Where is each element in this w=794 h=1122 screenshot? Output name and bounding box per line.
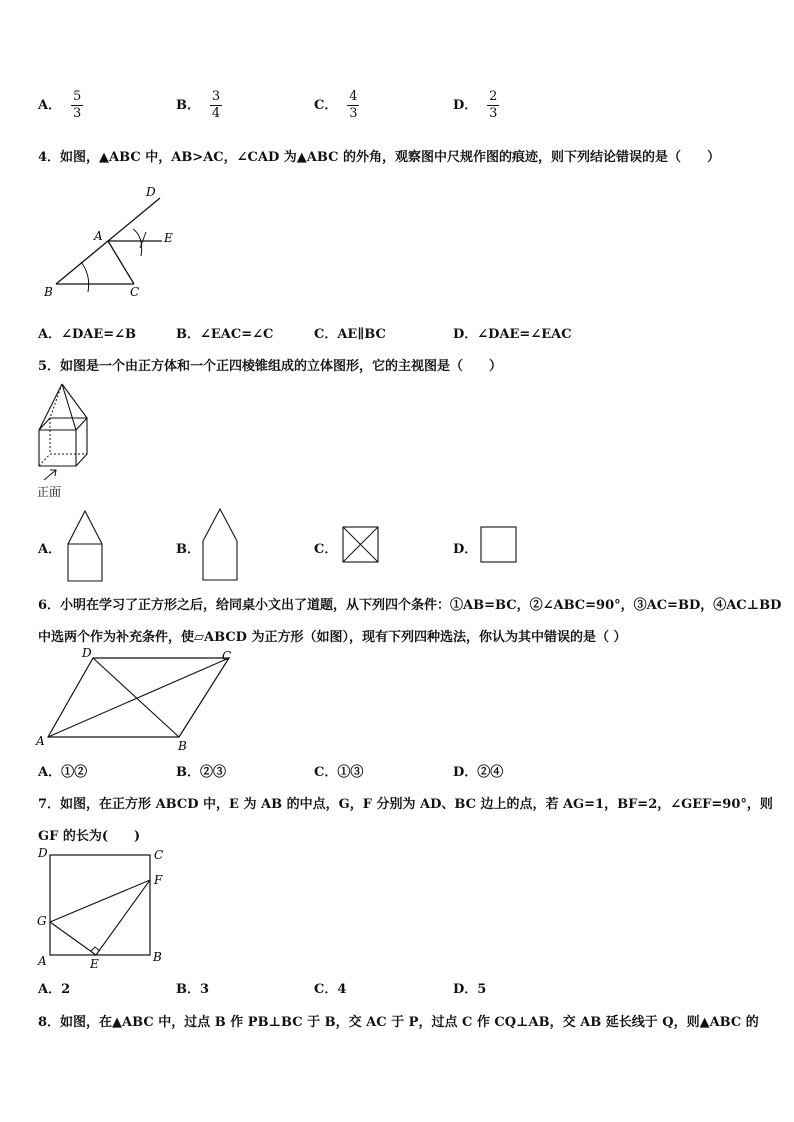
denominator: 4 [211,106,221,121]
label-e: E [164,231,173,245]
q3-option-d [453,89,499,122]
denominator: 3 [349,106,358,121]
q5-solid-figure [34,380,94,498]
q5-option-b-letter: B． [176,542,200,557]
label-c: C [130,285,140,299]
label-d: D [38,846,48,860]
label-b: B [44,285,53,299]
fraction [347,89,359,122]
q5-option-c-letter: C． [314,542,338,557]
q7-option-c: C．4 [314,982,347,997]
q7-option-b: B．3 [176,982,210,997]
q5-option-b-figure [200,506,242,584]
numerator: 3 [211,89,221,104]
numerator: 4 [349,89,358,104]
label-c: C [154,848,164,862]
fraction [210,89,222,122]
label-a: A [38,954,47,968]
numerator: 2 [489,89,498,104]
label-e: E [90,957,99,971]
denominator: 3 [72,106,82,121]
option-letter: B． [176,98,200,113]
q7-stem-line2: GF 的长为( ) [38,829,141,844]
q5-option-a-letter: A． [38,542,62,557]
q6-parallelogram-figure [34,646,244,756]
q6-option-d: D．②④ [453,765,504,780]
q3-option-a [38,89,83,122]
q6-option-b: B．②③ [176,765,226,780]
label-c: C [222,649,232,663]
q5-stem: 5．如图是一个由正方体和一个正四棱锥组成的立体图形，它的主视图是（ ） [38,359,503,374]
q6-option-a: A．①② [38,765,88,780]
q7-stem-line1: 7．如图，在正方形 ABCD 中，E 为 AB 的中点，G，F 分别为 AD、BC 边上的点，若 AG=1，BF=2，∠GEF=90°，则 [38,797,773,812]
label-a: A [36,734,45,748]
front-view-label: 正面 [37,485,62,499]
q4-triangle-figure [36,180,186,300]
label-g: G [37,914,47,928]
q7-option-a: A．2 [38,982,71,997]
option-letter: D． [453,98,478,113]
label-b: B [153,950,162,964]
denominator: 3 [489,106,498,121]
label-a: A [94,229,103,243]
q6-option-c: C．①③ [314,765,364,780]
q5-option-d-figure [479,525,519,565]
q4-stem: 4．如图，▲ABC 中，AB>AC，∠CAD 为▲ABC 的外角，观察图中尺规作图的痕迹，则下列结论错误的是（ ） [38,150,720,165]
q3-option-b [176,89,222,122]
option-letter: C． [314,98,338,113]
fraction [71,89,83,122]
q5-option-d-letter: D． [453,542,478,557]
q5-option-a-figure [66,508,106,584]
q7-square-figure [34,844,174,972]
label-b: B [178,739,187,753]
option-letter: A． [38,98,62,113]
q3-option-c [314,89,359,122]
q7-option-d: D．5 [453,982,487,997]
q4-option-b: B．∠EAC=∠C [176,327,274,342]
q4-option-d: D．∠DAE=∠EAC [453,327,572,342]
fraction [487,89,499,122]
numerator: 5 [72,89,82,104]
q6-stem-line2: 中选两个作为补充条件，使▱ABCD 为正方形（如图），现有下列四种选法，你认为其中错误的是（ ） [38,630,627,645]
q4-option-a: A．∠DAE=∠B [38,327,137,342]
label-d: D [82,646,92,660]
q8-stem: 8．如图，在▲ABC 中，过点 B 作 PB⊥BC 于 B，交 AC 于 P，过点 C 作 CQ⊥AB，交 AB 延长线于 Q，则▲ABC 的 [38,1015,759,1030]
label-d: D [146,185,156,199]
q4-option-c: C．AE∥BC [314,327,386,342]
label-f: F [154,873,163,887]
q5-option-c-figure [341,525,381,565]
q6-stem-line1: 6．小明在学习了正方形之后，给同桌小文出了道题，从下列四个条件：①AB=BC，②∠ABC=90°，③AC=BD，④AC⊥BD [38,598,782,613]
